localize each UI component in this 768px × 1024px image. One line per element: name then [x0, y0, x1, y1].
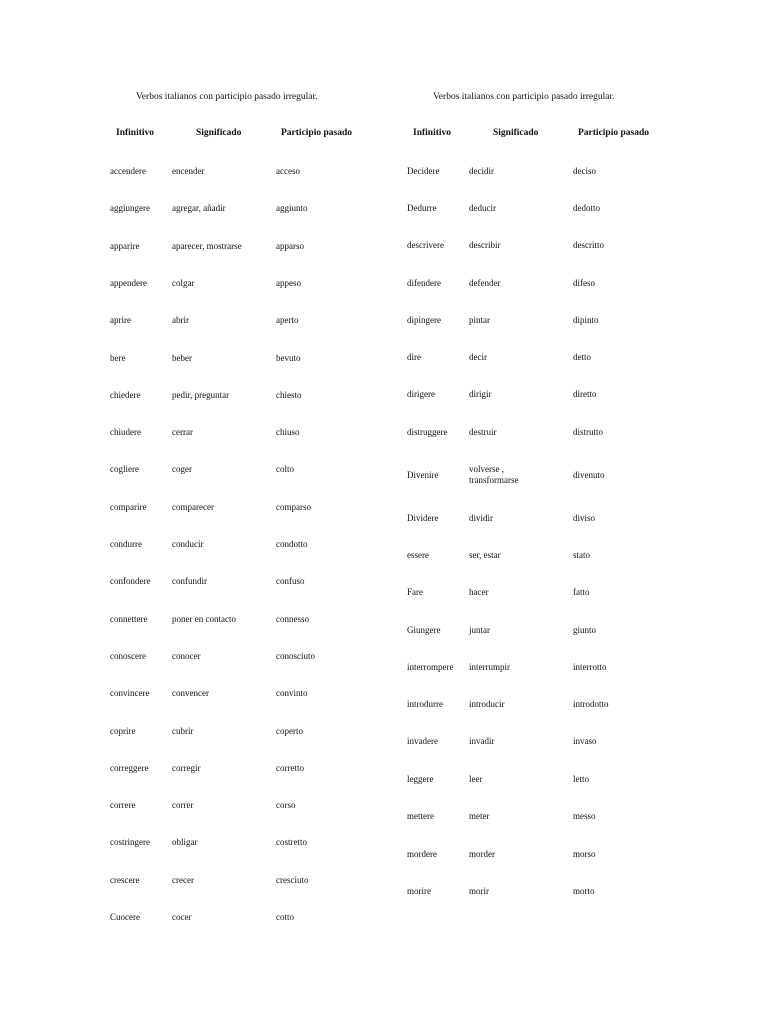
right-cell-infinitivo: Divenire — [407, 470, 439, 480]
left-cell-participio: coperto — [276, 725, 303, 736]
right-cell-infinitivo: dipingere — [407, 315, 441, 325]
right-cell-infinitivo: difendere — [407, 278, 441, 288]
left-cell-significado: cerrar — [172, 427, 193, 438]
right-cell-participio: fatto — [573, 587, 590, 597]
left-table-title: Verbos italianos con participio pasado irregular. — [136, 92, 318, 102]
left-cell-participio: comparso — [276, 501, 311, 512]
right-cell-significado: leer — [469, 774, 483, 784]
right-cell-infinitivo: interrompere — [407, 662, 454, 672]
right-cell-significado: dividir — [469, 513, 493, 523]
right-cell-infinitivo: distruggere — [407, 427, 448, 437]
right-cell-participio: introdotto — [573, 699, 609, 709]
right-cell-significado: hacer — [469, 587, 489, 597]
left-cell-infinitivo: chiedere — [110, 389, 141, 400]
right-cell-significado: defender — [469, 278, 501, 288]
right-cell-participio: interrotto — [573, 662, 607, 672]
right-cell-participio: stato — [573, 550, 590, 560]
left-cell-infinitivo: accendere — [110, 166, 146, 176]
left-cell-participio: connesso — [276, 613, 309, 624]
right-cell-significado: meter — [469, 811, 490, 821]
left-cell-significado: cubrir — [172, 725, 194, 736]
left-cell-significado: coger — [172, 464, 192, 475]
right-cell-significado: deducir — [469, 203, 496, 213]
right-cell-participio: morto — [573, 886, 595, 896]
left-cell-significado: confundir — [172, 576, 207, 587]
left-cell-participio: corretto — [276, 762, 304, 773]
right-cell-significado: decir — [469, 352, 487, 362]
left-cell-significado: aparecer, mostrarse — [172, 240, 242, 251]
left-cell-infinitivo: aggiungere — [110, 203, 150, 214]
right-cell-participio: dipinto — [573, 315, 599, 325]
left-cell-participio: costretto — [276, 837, 307, 848]
right-cell-significado: introducir — [469, 699, 505, 709]
left-cell-participio: cresciuto — [276, 874, 309, 885]
right-cell-significado: decidir — [469, 166, 494, 176]
right-cell-infinitivo: dirigere — [407, 389, 435, 399]
right-cell-significado: morir — [469, 886, 489, 896]
left-cell-infinitivo: apparire — [110, 240, 140, 251]
left-cell-participio: acceso — [276, 166, 300, 176]
right-cell-participio: dedotto — [573, 203, 600, 213]
right-cell-significado: pintar — [469, 315, 490, 325]
left-cell-significado: cocer — [172, 912, 192, 922]
left-cell-significado: poner en contacto — [172, 613, 236, 624]
left-cell-participio: condotto — [276, 539, 308, 549]
left-cell-significado: agregar, añadir — [172, 203, 226, 214]
right-header-significado: Significado — [493, 128, 539, 138]
left-cell-infinitivo: costringere — [110, 837, 150, 848]
left-cell-significado: conducir — [172, 539, 204, 549]
left-cell-infinitivo: chiudere — [110, 427, 141, 438]
left-cell-participio: chiuso — [276, 427, 300, 438]
left-header-infinitivo: Infinitivo — [116, 128, 155, 138]
right-cell-infinitivo: invadere — [407, 736, 438, 746]
right-cell-infinitivo: mettere — [407, 811, 434, 821]
left-cell-significado: convencer — [172, 688, 209, 699]
right-cell-infinitivo: Fare — [407, 587, 423, 597]
right-cell-infinitivo: introdurre — [407, 699, 443, 709]
right-cell-participio: giunto — [573, 625, 597, 635]
right-cell-infinitivo: essere — [407, 550, 429, 560]
right-cell-participio: morso — [573, 849, 596, 859]
left-cell-participio: colto — [276, 464, 294, 475]
right-cell-participio: descritto — [573, 240, 604, 250]
right-cell-significado: ser, estar — [469, 550, 501, 560]
left-cell-participio: corso — [276, 800, 296, 811]
left-cell-participio: chiesto — [276, 389, 302, 400]
left-cell-significado: abrir — [172, 315, 189, 326]
right-cell-infinitivo: Dedurre — [407, 203, 437, 213]
left-cell-significado: encender — [172, 166, 205, 176]
right-cell-infinitivo: Decidere — [407, 166, 440, 176]
left-cell-participio: appeso — [276, 277, 301, 288]
left-cell-participio: convinto — [276, 688, 308, 699]
right-cell-infinitivo: Giungere — [407, 625, 441, 635]
left-cell-infinitivo: appendere — [110, 277, 147, 288]
left-cell-significado: obligar — [172, 837, 198, 848]
left-cell-infinitivo: connettere — [110, 613, 148, 624]
left-cell-significado: pedir, preguntar — [172, 389, 230, 400]
right-cell-significado: dirigir — [469, 389, 492, 399]
right-cell-participio: divenuto — [573, 470, 605, 480]
left-cell-significado: crecer — [172, 874, 194, 885]
left-cell-significado: beber — [172, 352, 192, 363]
right-cell-participio: distrutto — [573, 427, 604, 437]
right-table-title: Verbos italianos con participio pasado irregular. — [433, 92, 615, 102]
left-cell-infinitivo: Cuocere — [110, 912, 140, 922]
left-cell-infinitivo: bere — [110, 352, 126, 363]
right-cell-infinitivo: leggere — [407, 774, 434, 784]
left-cell-infinitivo: cogliere — [110, 464, 139, 475]
right-cell-significado: interrumpir — [469, 662, 510, 672]
left-header-participio: Participio pasado — [281, 128, 352, 138]
right-cell-participio: messo — [573, 811, 596, 821]
right-cell-participio: diretto — [573, 389, 597, 399]
left-cell-infinitivo: convincere — [110, 688, 150, 699]
left-cell-infinitivo: correggere — [110, 762, 149, 773]
right-cell-significado: juntar — [469, 625, 490, 635]
left-cell-significado: corregir — [172, 762, 201, 773]
right-header-participio: Participio pasado — [578, 128, 649, 138]
left-cell-infinitivo: confondere — [110, 576, 151, 587]
right-cell-infinitivo: morire — [407, 886, 431, 896]
right-cell-infinitivo: Dividere — [407, 513, 439, 523]
right-cell-participio: detto — [573, 352, 591, 362]
left-cell-significado: correr — [172, 800, 194, 811]
left-cell-infinitivo: crescere — [110, 874, 140, 885]
right-cell-significado: describir — [469, 240, 501, 250]
left-cell-participio: apparso — [276, 240, 304, 251]
left-cell-infinitivo: coprire — [110, 725, 136, 736]
right-cell-infinitivo: dire — [407, 352, 421, 362]
left-header-significado: Significado — [196, 128, 242, 138]
right-cell-participio: difeso — [573, 278, 595, 288]
right-cell-participio: invaso — [573, 736, 597, 746]
left-cell-significado: comparecer — [172, 501, 214, 512]
left-cell-participio: aperto — [276, 315, 299, 326]
right-cell-significado: volverse , transformarse — [469, 464, 519, 485]
right-header-infinitivo: Infinitivo — [413, 128, 452, 138]
left-cell-infinitivo: aprire — [110, 315, 131, 326]
right-cell-infinitivo: mordere — [407, 849, 437, 859]
left-cell-significado: conocer — [172, 650, 201, 661]
left-cell-participio: bevuto — [276, 352, 301, 363]
left-cell-infinitivo: correre — [110, 800, 136, 811]
left-cell-infinitivo: condurre — [110, 539, 142, 549]
left-cell-significado: colgar — [172, 277, 195, 288]
right-cell-significado: morder — [469, 849, 495, 859]
right-cell-participio: letto — [573, 774, 589, 784]
left-cell-infinitivo: comparire — [110, 501, 147, 512]
right-cell-participio: deciso — [573, 166, 596, 176]
left-cell-participio: aggiunto — [276, 203, 308, 214]
left-cell-participio: cotto — [276, 912, 294, 922]
right-cell-participio: diviso — [573, 513, 596, 523]
right-cell-significado: destruir — [469, 427, 497, 437]
left-cell-participio: conosciuto — [276, 650, 315, 661]
right-cell-infinitivo: descrivere — [407, 240, 444, 250]
left-cell-infinitivo: conoscere — [110, 650, 146, 661]
left-cell-participio: confuso — [276, 576, 305, 587]
right-cell-significado: invadir — [469, 736, 495, 746]
